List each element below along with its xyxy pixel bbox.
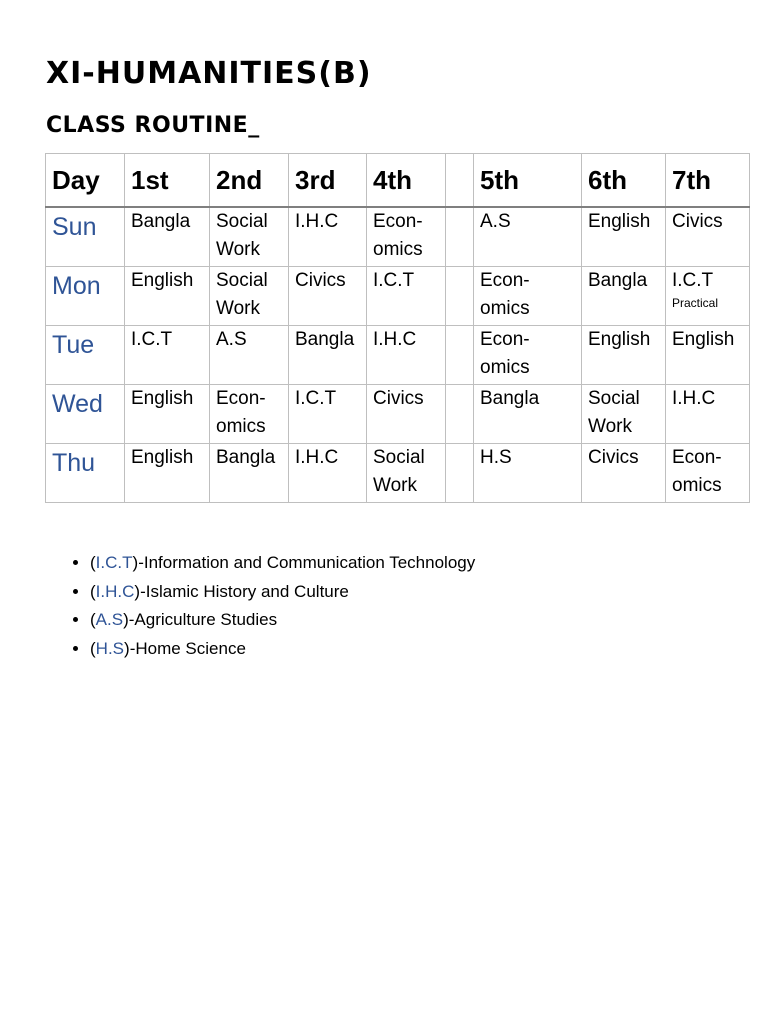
table-cell: Bangla xyxy=(582,267,666,326)
legend-item: • (A.S)-Agriculture Studies xyxy=(90,606,475,635)
table-cell: English xyxy=(125,267,210,326)
table-cell: I.C.T xyxy=(289,385,367,444)
table-cell: Bangla xyxy=(210,444,289,503)
table-cell: Civics xyxy=(367,385,446,444)
day-cell: Thu xyxy=(46,444,125,503)
legend-abbr: I.H.C xyxy=(95,581,135,601)
table-cell: Social Work xyxy=(582,385,666,444)
header-period-1: 1st xyxy=(125,154,210,208)
table-cell: I.C.T xyxy=(367,267,446,326)
table-cell: Bangla xyxy=(289,326,367,385)
break-cell xyxy=(446,207,474,267)
table-cell: A.S xyxy=(210,326,289,385)
table-cell: I.C.T xyxy=(125,326,210,385)
legend-abbr: A.S xyxy=(95,610,124,629)
table-cell: Civics xyxy=(289,267,367,326)
table-cell: I.H.C xyxy=(367,326,446,385)
day-cell: Sun xyxy=(46,207,125,267)
legend-item: • (H.S)-Home Science xyxy=(90,635,475,664)
table-row xyxy=(46,326,750,385)
header-period-4: 4th xyxy=(367,154,446,208)
practical-note: Practical xyxy=(672,296,719,310)
table-cell: Civics xyxy=(666,207,750,267)
break-cell xyxy=(446,267,474,326)
header-period-3: 3rd xyxy=(289,154,367,208)
table-cell: Bangla xyxy=(125,207,210,267)
table-cell: Econ-omics xyxy=(666,444,750,503)
table-cell xyxy=(666,267,750,326)
header-period-7: 7th xyxy=(666,154,750,208)
table-cell: English xyxy=(582,207,666,267)
table-cell: I.H.C xyxy=(666,385,750,444)
header-period-6: 6th xyxy=(582,154,666,208)
table-cell: Econ-omics xyxy=(474,326,582,385)
routine-table xyxy=(45,153,750,503)
header-period-5: 5th xyxy=(474,154,582,208)
table-cell: Bangla xyxy=(474,385,582,444)
cell-value: I.C.T xyxy=(672,270,714,291)
legend-abbr: I.C.T xyxy=(95,553,133,572)
table-cell: Econ-omics xyxy=(474,267,582,326)
table-cell: Social Work xyxy=(210,267,289,326)
table-row xyxy=(46,444,750,503)
break-cell xyxy=(446,444,474,503)
table-cell: I.H.C xyxy=(289,444,367,503)
table-cell: English xyxy=(666,326,750,385)
table-cell: Econ-omics xyxy=(210,385,289,444)
day-cell: Tue xyxy=(46,326,125,385)
legend-item: • (I.C.T)-Information and Communication Technology xyxy=(90,549,475,578)
table-row xyxy=(46,207,750,267)
legend-meaning: -Home Science xyxy=(129,638,246,658)
abbreviation-legend xyxy=(70,549,475,663)
table-row xyxy=(46,267,750,326)
legend-abbr: H.S xyxy=(95,638,125,658)
day-cell: Mon xyxy=(46,267,125,326)
page-title: XI-HUMANITIES(B) xyxy=(46,56,372,91)
table-cell: Econ-omics xyxy=(367,207,446,267)
table-cell: English xyxy=(125,385,210,444)
table-cell: A.S xyxy=(474,207,582,267)
page-subtitle: CLASS ROUTINE_ xyxy=(46,113,260,138)
header-row xyxy=(46,154,750,208)
header-break xyxy=(446,154,474,208)
table-cell: Social Work xyxy=(367,444,446,503)
header-period-2: 2nd xyxy=(210,154,289,208)
legend-item: • (I.H.C)-Islamic History and Culture xyxy=(90,578,475,607)
table-cell: English xyxy=(582,326,666,385)
legend-meaning: -Agriculture Studies xyxy=(128,610,278,629)
header-day: Day xyxy=(46,154,125,208)
table-cell: Social Work xyxy=(210,207,289,267)
legend-meaning: -Islamic History and Culture xyxy=(140,581,349,601)
table-cell: I.H.C xyxy=(289,207,367,267)
break-cell xyxy=(446,326,474,385)
table-row xyxy=(46,385,750,444)
table-cell: H.S xyxy=(474,444,582,503)
table-cell: English xyxy=(125,444,210,503)
break-cell xyxy=(446,385,474,444)
table-cell: Civics xyxy=(582,444,666,503)
day-cell: Wed xyxy=(46,385,125,444)
legend-meaning: -Information and Communication Technology xyxy=(138,553,476,572)
